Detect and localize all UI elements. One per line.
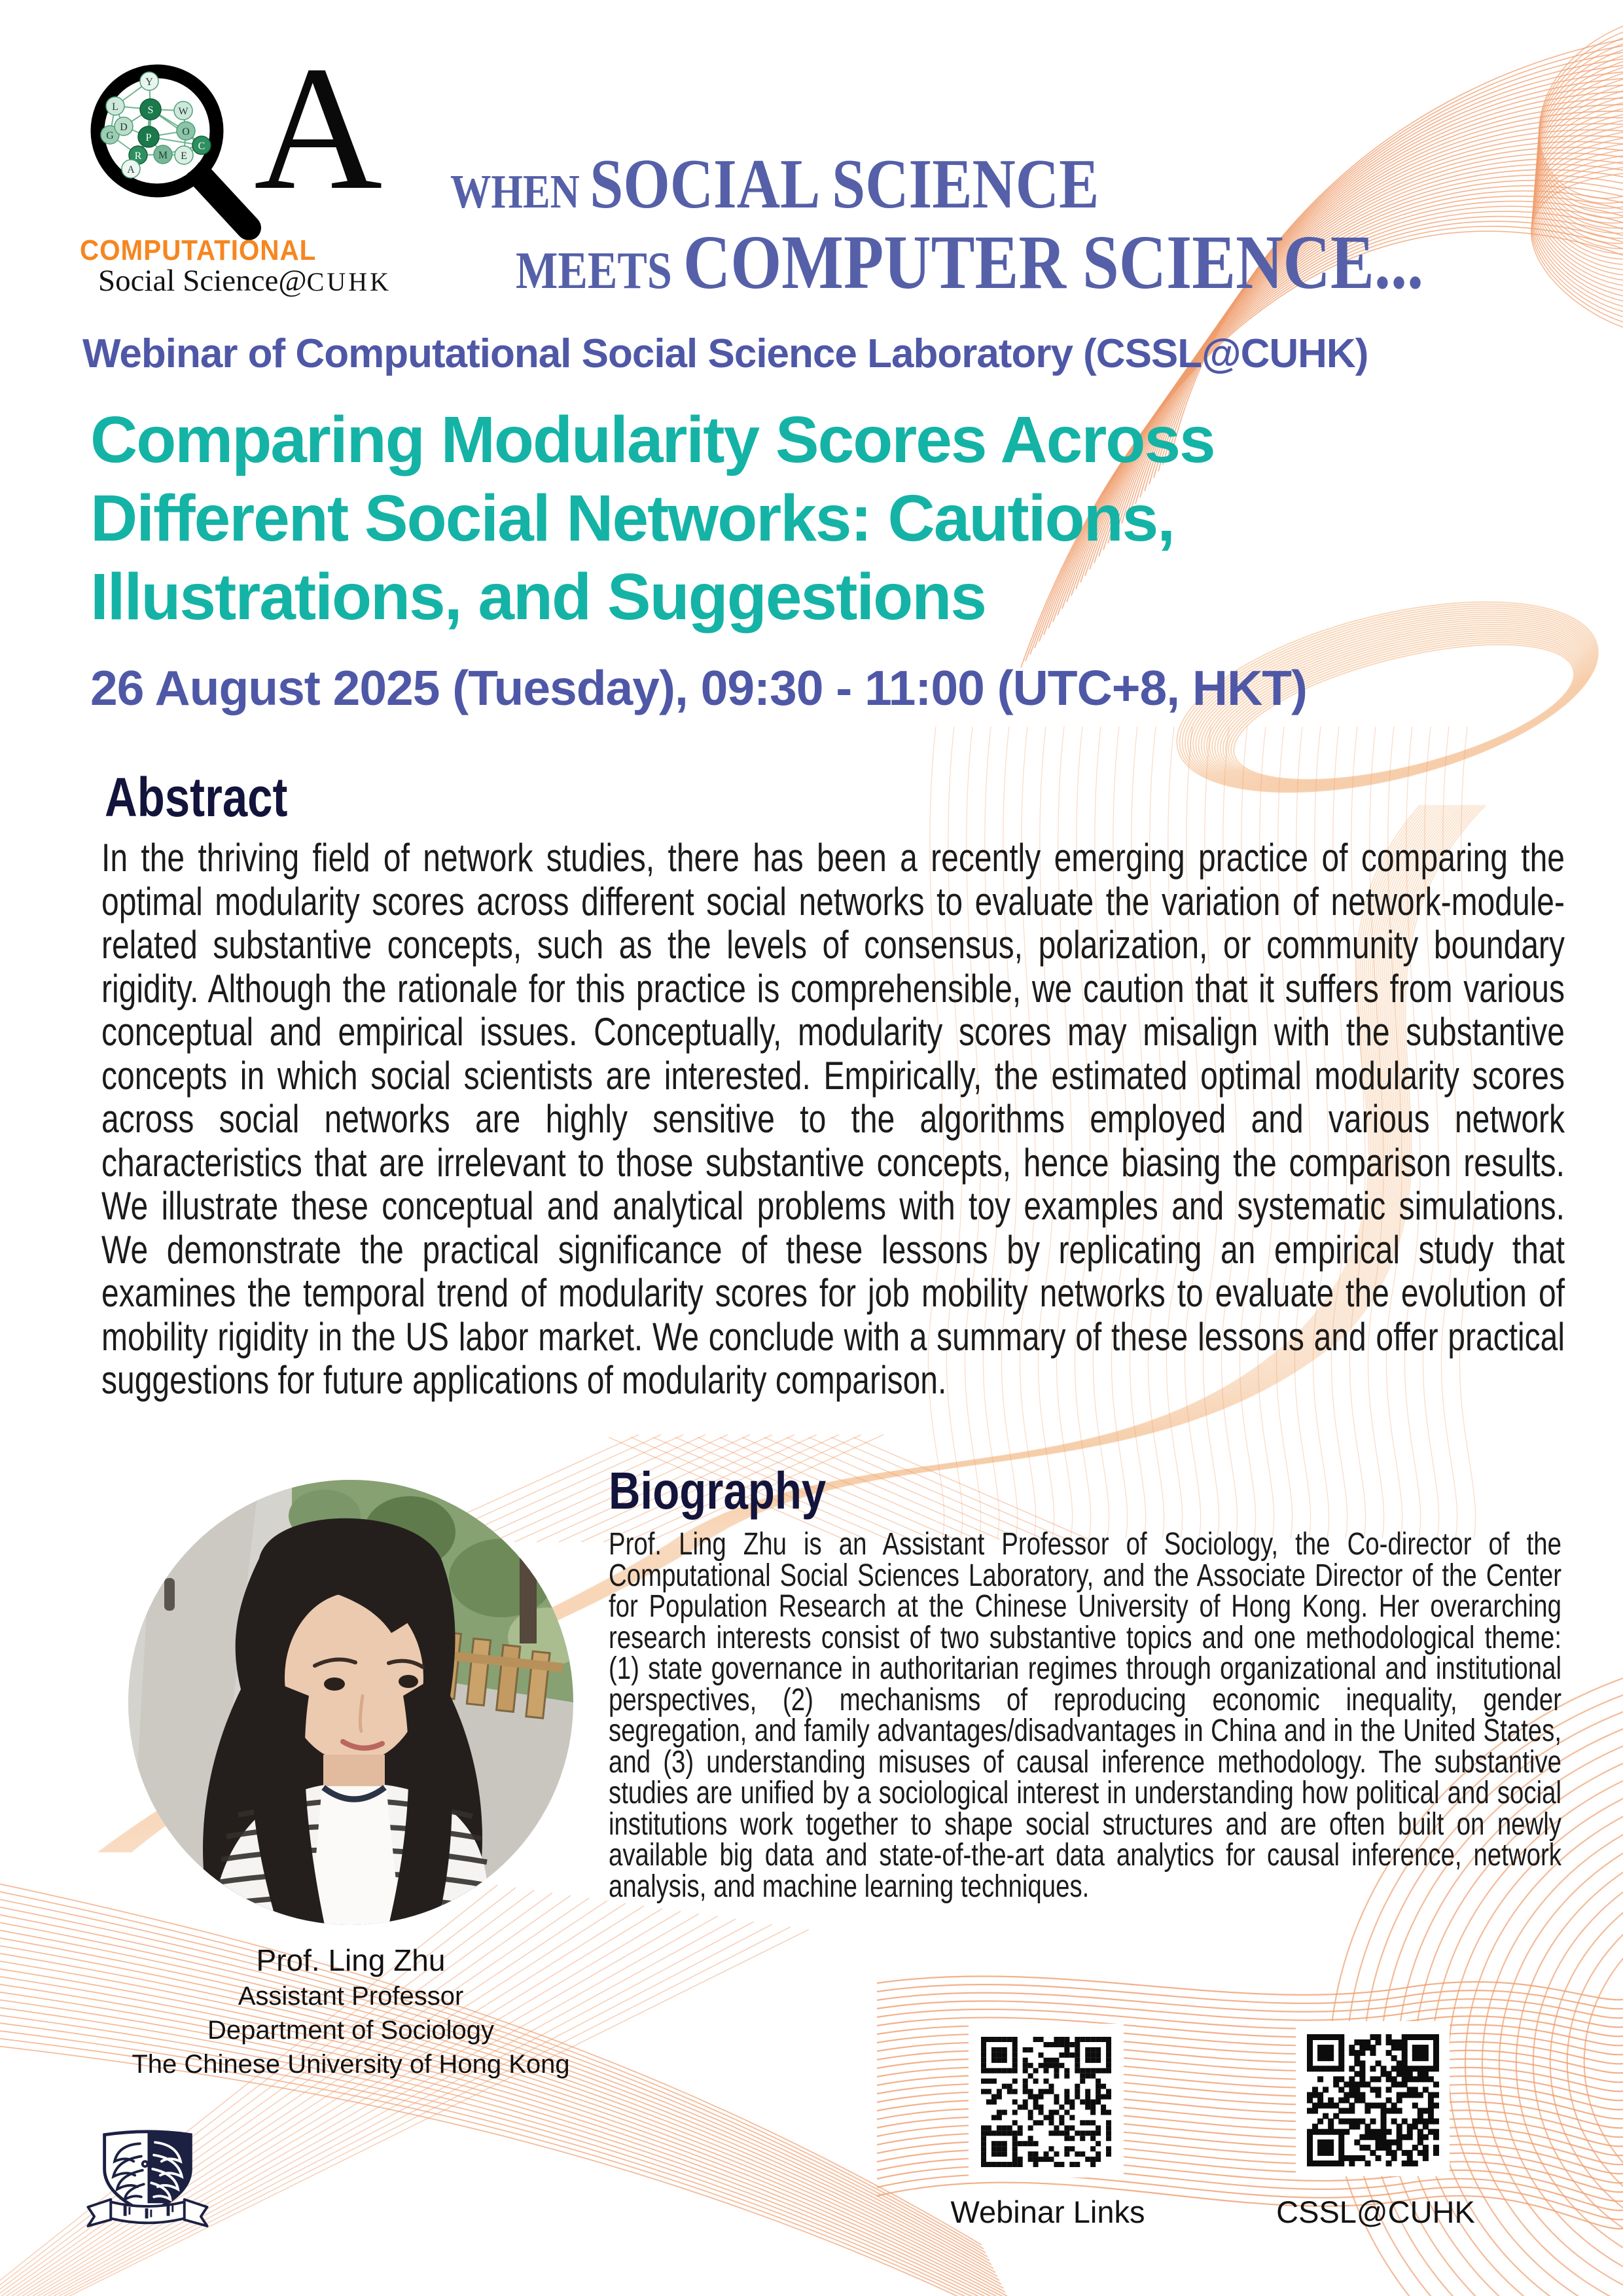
tagline-line1 (450, 145, 1099, 223)
brand-social-science-cuhk (98, 263, 391, 298)
abstract-heading: Abstract (105, 766, 288, 828)
speaker-photo (128, 1480, 573, 1925)
svg-text:E: E (181, 151, 187, 162)
svg-text:R: R (134, 151, 142, 162)
speaker-department: Department of Sociology (207, 2016, 494, 2045)
brand-at: @ (278, 264, 307, 298)
webinar-links-label: Webinar Links (950, 2195, 1145, 2229)
talk-title-line: Different Social Networks: Cautions, (90, 482, 1175, 555)
svg-text:M: M (158, 150, 168, 161)
svg-text:L: L (112, 101, 118, 113)
biography-text: Prof. Ling Zhu is an Assistant Professor of Sociology, the Co-director of the Computational Social Sciences Laboratory, and the Associate Director of the Center for Population Research at the Chinese University of Hong Kong. Her overarching research interests consist of two substantive topics and one methodological theme: (1) state governance in authoritarian regimes through organizational and institutional perspectives, (2) mechanisms of reproducing economic inequality, gender segregation, and family advantages/disadvantages in China and in the United States, and (3) understanding misuses of causal inference methodology. The substantive studies are unified by a sociological interest in understanding how political and social institutions work together to shape social structures and are often built on newly available big data and state-of-the-art data analytics for causal inference, network analysis, and machine learning techniques. (609, 1527, 1561, 1904)
tagline-line2 (516, 219, 1424, 305)
tagline-social-science: SOCIAL SCIENCE (590, 145, 1099, 223)
tagline-computer-science: COMPUTER SCIENCE... (683, 219, 1424, 305)
webinar-links-qr-code (969, 2024, 1124, 2178)
speaker-name: Prof. Ling Zhu (256, 1943, 446, 1977)
speaker-university: The Chinese University of Hong Kong (132, 2050, 570, 2079)
tagline-meets: MEETS (516, 242, 683, 300)
brand-cuhk: CUHK (306, 267, 392, 296)
svg-text:G: G (106, 130, 114, 141)
svg-text:D: D (120, 122, 128, 133)
svg-text:Y: Y (145, 77, 153, 88)
cuhk-emblem-icon (84, 2127, 211, 2229)
webinar-series-label: Webinar of Computational Social Science Laboratory (CSSL@CUHK) (82, 331, 1368, 376)
brand-computational: COMPUTATIONAL (80, 234, 317, 266)
abstract-text: In the thriving field of network studies, there has been a recently emerging practice of comparing the optimal modularity scores across different social networks to evaluate the variation of network-module-related substantive concepts, such as the levels of consensus, polarization, or community boundary rigidity. Although the rationale for this practice is comprehensible, we caution that it suffers from various conceptual and empirical issues. Conceptually, modularity scores may misalign with the substantive concepts in which social scientists are interested. Empirically, the estimated optimal modularity scores across social networks are highly sensitive to the algorithms employed and various network characteristics that are irrelevant to those substantive concepts, hence biasing the comparison results. We illustrate these conceptual and analytical problems with toy examples and systematic simulations. We demonstrate the practical significance of these lessons by replicating an empirical study that examines the temporal trend of modularity scores for job mobility networks to evaluate the evolution of mobility rigidity in the US labor market. We conclude with a summary of these lessons and offer practical suggestions for future applications of modularity comparison. (101, 836, 1565, 1402)
svg-text:P: P (145, 132, 152, 143)
svg-text:W: W (178, 106, 188, 117)
tagline-when: WHEN (450, 165, 590, 218)
speaker-caption (63, 1941, 639, 2081)
svg-text:O: O (182, 126, 190, 137)
brand-serif: Social Science (98, 264, 279, 298)
event-datetime: 26 August 2025 (Tuesday), 09:30 - 11:00 (UTC+8, HKT) (90, 660, 1308, 715)
cssl-cuhk-qr-code (1296, 2021, 1450, 2176)
svg-text:S: S (147, 105, 154, 116)
biography-heading: Biography (609, 1462, 827, 1520)
talk-title-line: Comparing Modularity Scores Across (90, 403, 1215, 476)
logo-letter-a: A (254, 29, 383, 226)
svg-text:C: C (198, 141, 205, 152)
cssl-cuhk-label: CSSL@CUHK (1276, 2195, 1475, 2229)
talk-title-line: Illustrations, and Suggestions (90, 560, 986, 634)
svg-text:A: A (127, 164, 135, 175)
speaker-title: Assistant Professor (238, 1982, 464, 2011)
magnifier-network-logo-icon (77, 56, 274, 253)
